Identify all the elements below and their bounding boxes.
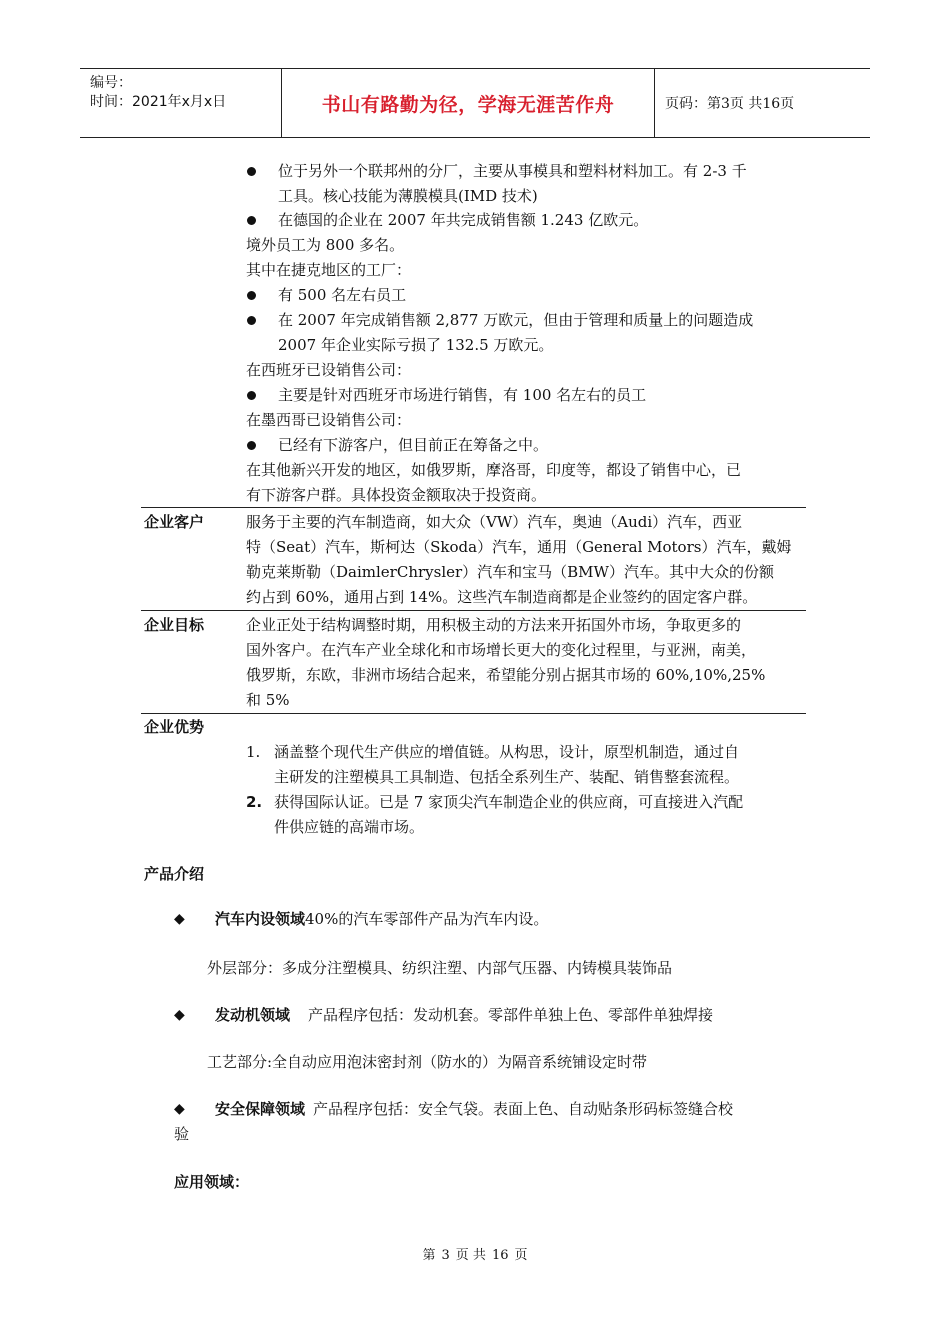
customers-text: 特（Seat）汽车，斯柯达（Skoda）汽车，通用（General Motors）汽车，戴姆 — [246, 538, 792, 556]
bullet-icon — [247, 291, 256, 300]
product-interior-detail: 外层部分：多成分注塑模具、纺织注塑、内部气压器、内铸模具装饰品 — [207, 959, 673, 977]
header-info-cell — [80, 69, 282, 137]
bullet-icon — [247, 441, 256, 450]
goals-text: 和 5% — [246, 691, 290, 709]
product-engine-text: 产品程序包括：发动机套。零部件单独上色、零部件单独焊接 — [308, 1006, 714, 1024]
diamond-bullet-icon: ◆ — [174, 1007, 185, 1023]
bullet-text: 已经有下游客户，但目前正在筹备之中。 — [278, 436, 549, 454]
paragraph: 境外员工为 800 多名。 — [246, 236, 405, 254]
bullet-icon — [247, 216, 256, 225]
section-divider — [141, 507, 806, 508]
section-label-advantages: 企业优势 — [144, 718, 205, 736]
product-interior-title: 汽车内设领域 — [215, 910, 306, 928]
diamond-bullet-icon: ◆ — [174, 1101, 185, 1117]
bullet-text: 位于另外一个联邦州的分厂，主要从事模具和塑料材料加工。有 2-3 千 — [278, 162, 747, 180]
advantage-text: 涵盖整个现代生产供应的增值链。从构思，设计，原型机制造，通过自 — [274, 743, 740, 761]
advantage-text: 获得国际认证。已是 7 家顶尖汽车制造企业的供应商，可直接进入汽配 — [274, 793, 744, 811]
bullet-text: 2007 年企业实际亏损了 132.5 万欧元。 — [278, 336, 554, 354]
goals-text: 企业正处于结构调整时期，用积极主动的方法来开拓国外市场，争取更多的 — [246, 616, 742, 634]
diamond-bullet-icon: ◆ — [174, 911, 185, 927]
header-motto-cell — [282, 69, 655, 137]
bullet-text: 在德国的企业在 2007 年共完成销售额 1.243 亿欧元。 — [278, 211, 649, 229]
paragraph: 在墨西哥已设销售公司： — [246, 411, 412, 429]
advantage-text: 主研发的注塑模具工具制造、包括全系列生产、装配、销售整套流程。 — [274, 768, 740, 786]
bullet-text: 主要是针对西班牙市场进行销售，有 100 名左右的员工 — [278, 386, 647, 404]
product-interior-text: 40%的汽车零部件产品为汽车内设。 — [305, 910, 549, 928]
product-safety — [215, 1099, 733, 1119]
list-number: 2. — [246, 793, 263, 811]
section-divider — [141, 713, 806, 714]
product-engine — [215, 1005, 713, 1025]
bullet-text: 在 2007 年完成销售额 2,877 万欧元，但由于管理和质量上的问题造成 — [278, 311, 754, 329]
bullet-text: 工具。核心技能为薄膜模具(IMD 技术) — [278, 187, 538, 205]
paragraph: 在西班牙已设销售公司： — [246, 361, 412, 379]
bullet-icon — [247, 316, 256, 325]
product-safety-text: 产品程序包括：安全气袋。表面上色、自动贴条形码标签缝合校 — [313, 1100, 734, 1118]
footer-page: 3 — [441, 1248, 450, 1263]
advantage-text: 件供应链的高端市场。 — [274, 818, 425, 836]
list-number: 1. — [246, 743, 261, 761]
footer-total: 16 — [491, 1248, 509, 1263]
paragraph: 在其他新兴开发的地区，如俄罗斯，摩洛哥，印度等，都设了销售中心，已 — [246, 461, 742, 479]
products-title: 产品介绍 — [144, 865, 205, 883]
header-motto: 书山有路勤为径，学海无涯苦作舟 — [321, 93, 615, 116]
product-safety-title: 安全保障领域 — [215, 1100, 306, 1118]
footer-mid: 页 共 — [455, 1248, 486, 1263]
footer-prefix: 第 — [422, 1248, 436, 1263]
page-footer — [0, 1246, 950, 1266]
bullet-icon — [247, 167, 256, 176]
customers-text: 约占到 60%，通用占到 14%。这些汽车制造商都是企业签约的固定客户群。 — [246, 588, 758, 606]
bullet-text: 有 500 名左右员工 — [278, 286, 407, 304]
footer-suffix: 页 — [514, 1248, 528, 1263]
paragraph: 其中在捷克地区的工厂： — [246, 261, 412, 279]
product-safety-wrap: 验 — [174, 1125, 190, 1143]
goals-text: 俄罗斯，东欧，非洲市场结合起来，希望能分别占据其市场的 60%,10%,25% — [246, 666, 766, 684]
customers-text: 服务于主要的汽车制造商，如大众（VW）汽车，奥迪（Audi）汽车，西亚 — [246, 513, 743, 531]
doc-code-label: 编号： — [90, 75, 132, 91]
customers-text: 勒克莱斯勒（DaimlerChrysler）汽车和宝马（BMW）汽车。其中大众的份额 — [246, 563, 774, 581]
section-divider — [141, 610, 806, 611]
doc-date-label: 时间：2021年x月x日 — [90, 94, 227, 110]
header-page-number: 页码：第3页 共16页 — [665, 96, 795, 112]
page-header — [80, 68, 870, 138]
paragraph: 有下游客户群。具体投资金额取决于投资商。 — [246, 486, 547, 504]
product-interior — [215, 909, 548, 929]
header-page-cell — [665, 69, 870, 137]
section-label-customers: 企业客户 — [144, 513, 205, 531]
product-engine-title: 发动机领域 — [215, 1006, 291, 1024]
goals-text: 国外客户。在汽车产业全球化和市场增长更大的变化过程里，与亚洲，南美， — [246, 641, 757, 659]
bullet-icon — [247, 391, 256, 400]
application-title: 应用领域： — [174, 1173, 250, 1191]
product-engine-detail: 工艺部分:全自动应用泡沫密封剂（防水的）为隔音系统铺设定时带 — [207, 1053, 648, 1071]
section-label-goals: 企业目标 — [144, 616, 205, 634]
